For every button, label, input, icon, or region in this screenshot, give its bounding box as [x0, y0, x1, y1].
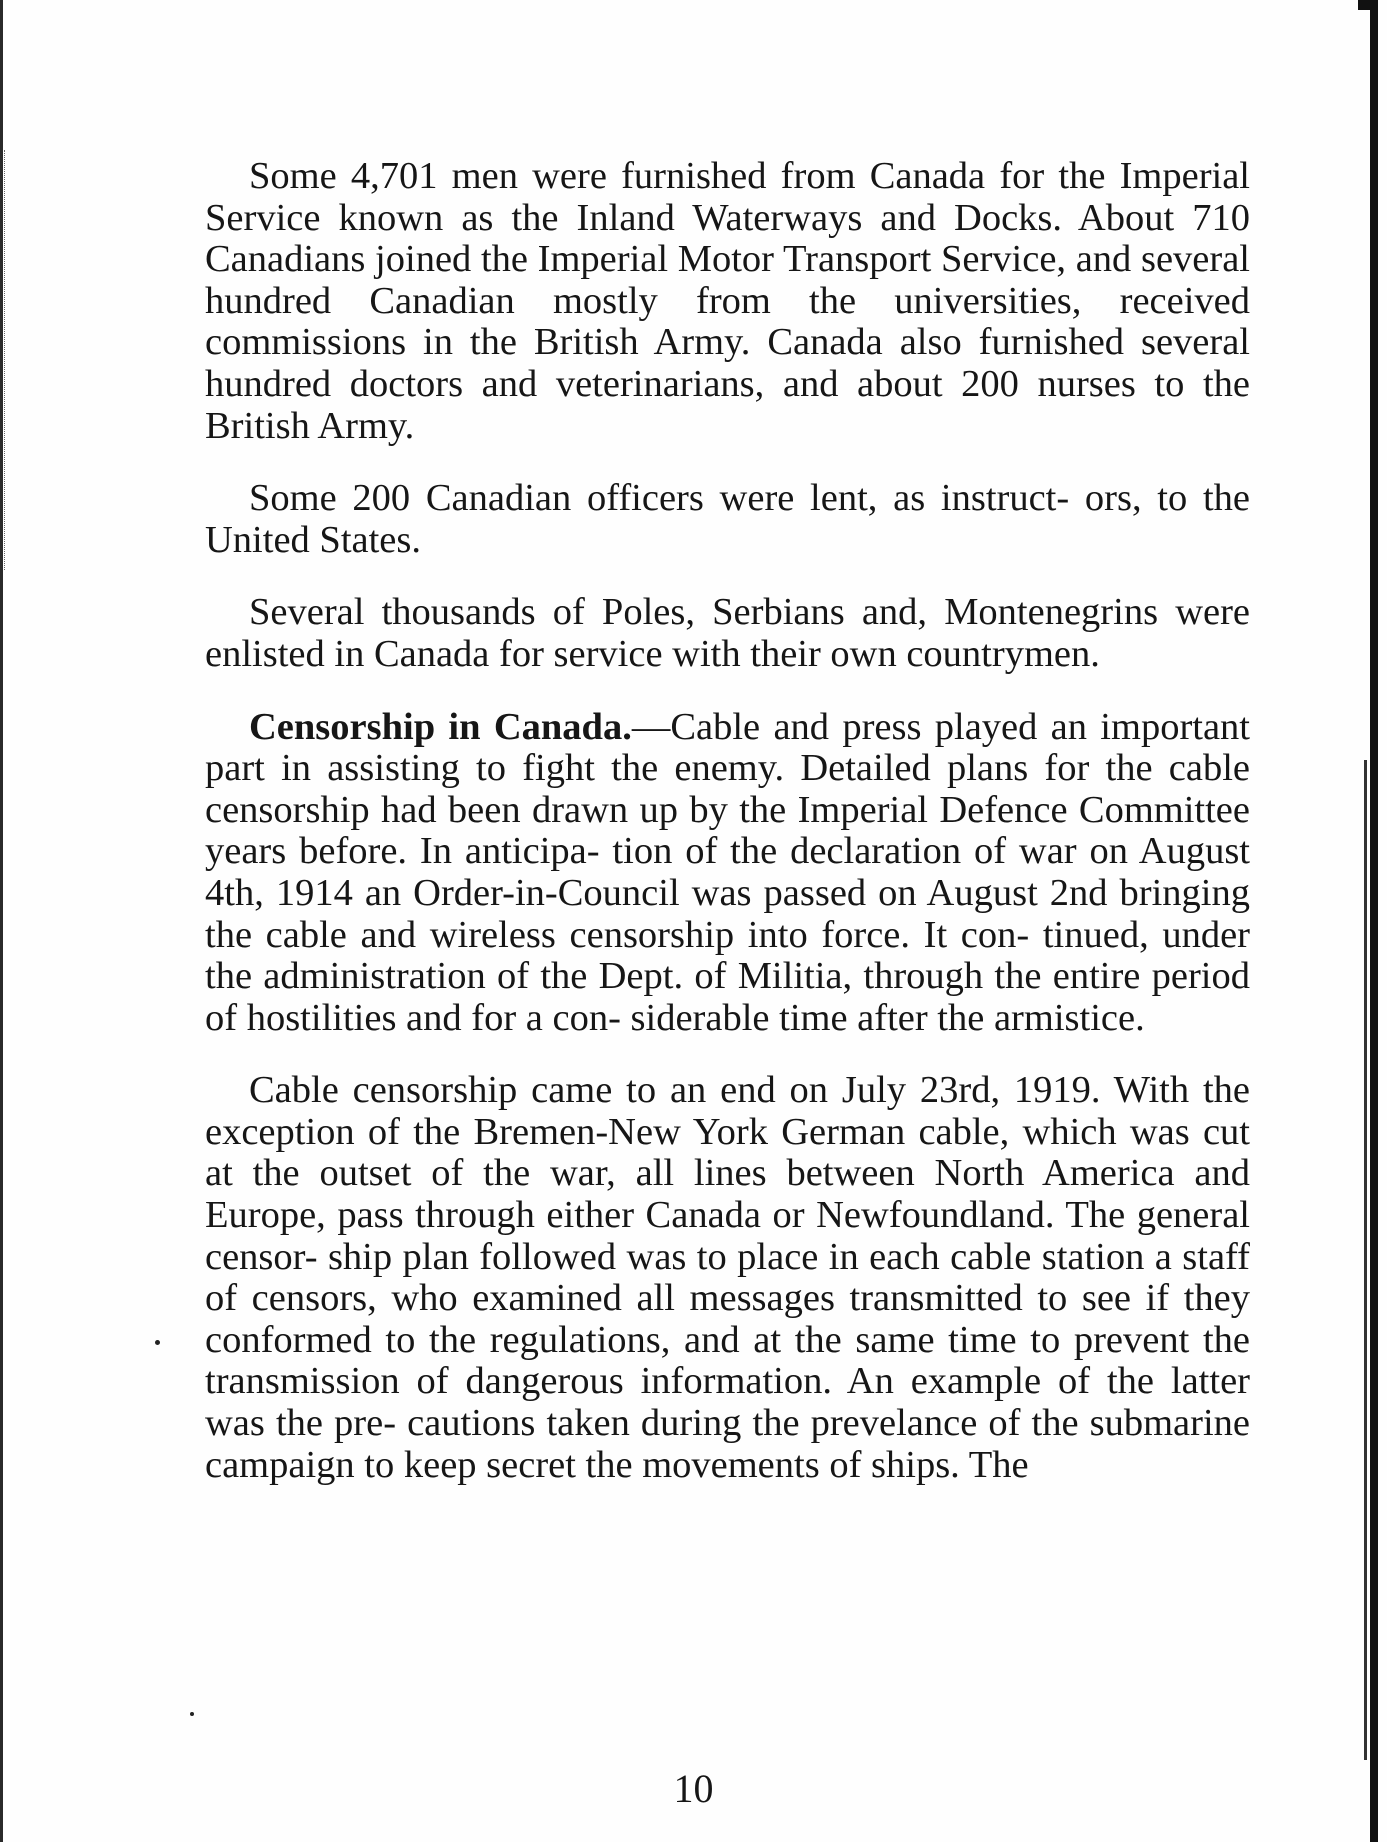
paragraph-imperial-service: [205, 156, 1250, 447]
paragraph-censorship: [205, 707, 1250, 1040]
body-text: [205, 156, 1250, 1486]
paragraph-text: Cable censorship came to an end on July 23rd, 1919. With the exception of the Bremen-New York German cable, which was cut at the outset of the war, all lines between North America and Europe, pass through either Canada or Newfoundland. The general censor- ship plan followed was to place in each cable station a staff of censors, who examined all messages transmitted to see if they conformed to the regulations, and at the same time to prevent the transmission of dangerous information. An example of the latter was the pre- cautions taken during the prevelance of the submarine campaign to keep secret the movements of ships. The: [205, 1069, 1250, 1486]
page-right-shadow: [1364, 760, 1367, 1760]
paragraph-text: Several thousands of Poles, Serbians and, Montenegrins were enlisted in Canada for service with their own countrymen.: [205, 591, 1250, 675]
page-number: 10: [673, 1766, 714, 1811]
paragraph-cable-censorship-end: [205, 1070, 1250, 1486]
ink-speck: [190, 1712, 194, 1716]
paragraph-enlisted-foreigners: [205, 592, 1250, 675]
page-right-edge: [1370, 0, 1378, 1842]
paragraph-officers-lent: [205, 478, 1250, 561]
paragraph-text: Some 200 Canadian officers were lent, as instruct- ors, to the United States.: [205, 477, 1250, 561]
page-left-edge: [0, 0, 3, 1842]
paragraph-text: Some 4,701 men were furnished from Canada for the Imperial Service known as the Inland Waterways and Docks. About 710 Canadians joined the Imperial Motor Transport Service, and several hundred Canadian mostly from the universities, received commissions in the British Army. Canada also furnished several hundred doctors and veterinarians, and about 200 nurses to the British Army.: [205, 155, 1250, 447]
page-left-marks: [4, 150, 11, 570]
paragraph-text: —Cable and press played an important part in assisting to fight the enemy. Detailed plans for the cable censorship had been drawn up by the Imperial Defence Committee years before. In anticipa- tion of the declaration of war on August 4th, 1914 an Order-in-Council was passed on August 2nd bringing the cable and wireless censorship into force. It con- tinued, under the administration of the Dept. of Militia, through the entire period of hostilities and for a con- siderable time after the armistice.: [205, 705, 1250, 1039]
section-heading: Censorship in Canada.: [249, 705, 632, 748]
ink-speck: [155, 1340, 160, 1345]
